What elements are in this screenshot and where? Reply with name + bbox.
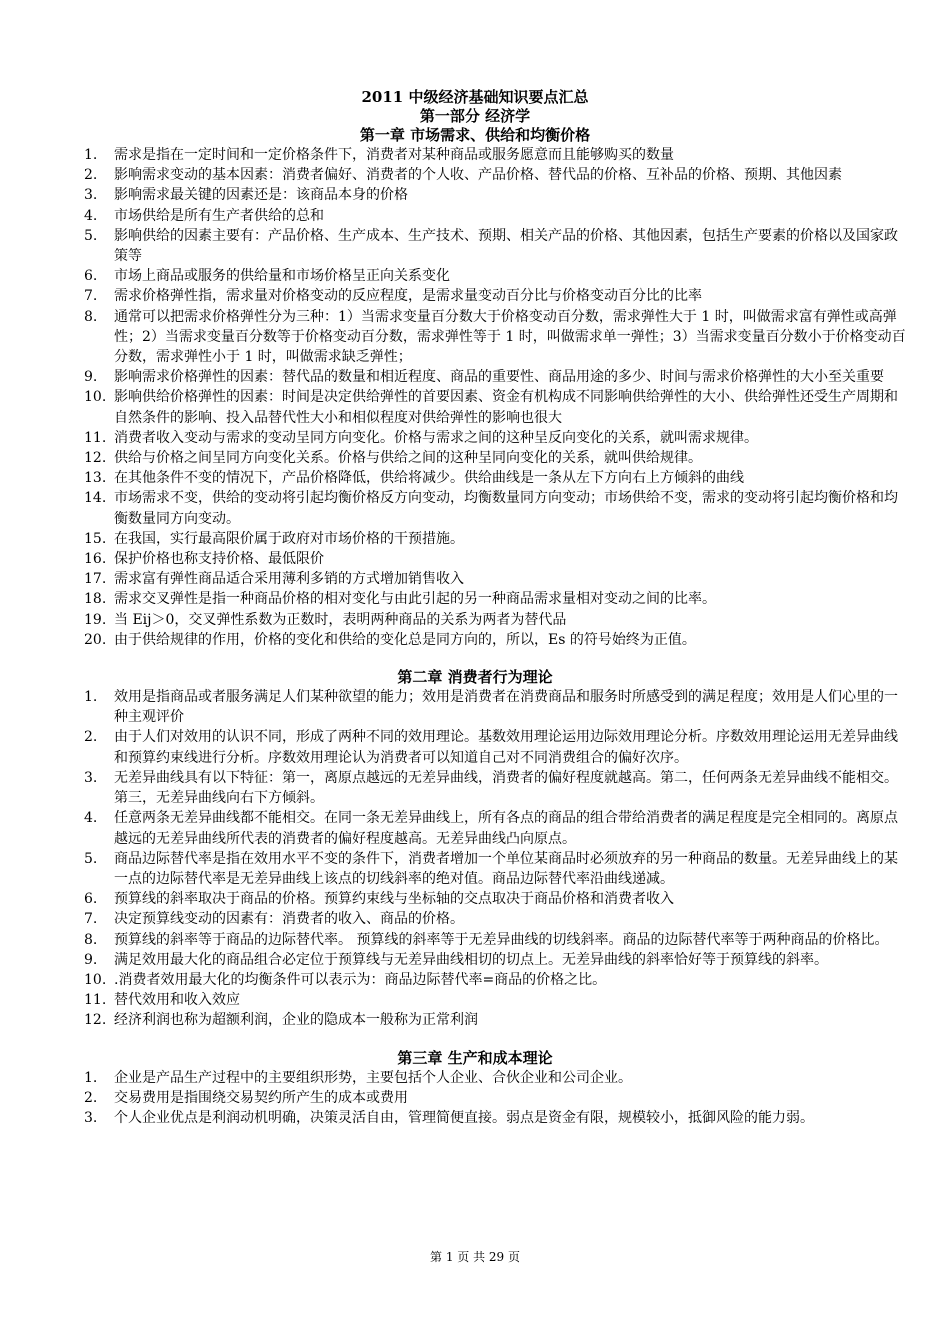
- list-item: [0, 630, 950, 650]
- item-number: 1.: [84, 689, 98, 706]
- item-text: 市场需求不变，供给的变动将引起均衡价格反方向变动，均衡数量同方向变动；市场供给不变，需求的变动将引起均衡价格和均衡数量同方向变动。: [114, 490, 898, 527]
- item-number: 17.: [84, 571, 107, 588]
- list-item: [0, 768, 950, 808]
- item-number: 5.: [84, 850, 98, 867]
- item-number: 3.: [84, 1109, 98, 1126]
- part-heading: 第一部分 经济学: [419, 107, 531, 125]
- item-number: 1.: [84, 1069, 98, 1086]
- list-item: [0, 849, 950, 889]
- list-item: [0, 387, 950, 427]
- chapter-2-list: [0, 687, 950, 1030]
- item-text: 需求是指在一定时间和一定价格条件下，消费者对某种商品或服务愿意而且能够购买的数量: [114, 147, 674, 163]
- item-text: 无差异曲线具有以下特征：第一，离原点越远的无差异曲线，消费者的偏好程度就越高。第二，任何两条无差异曲线不能相交。第三，无差异曲线向右下方倾斜。: [114, 769, 898, 807]
- list-item: [0, 468, 950, 488]
- item-number: 13.: [84, 470, 107, 487]
- item-text: 替代效用和收入效应: [114, 992, 240, 1009]
- item-number: 6.: [84, 268, 98, 285]
- list-item: [0, 448, 950, 468]
- item-text: 影响需求最关键的因素还是：该商品本身的价格: [114, 187, 408, 204]
- item-text: 需求富有弹性商品适合采用薄利多销的方式增加销售收入: [114, 571, 464, 588]
- item-text: 企业是产品生产过程中的主要组织形势，主要包括个人企业、合伙企业和公司企业。: [114, 1069, 632, 1086]
- list-item: [0, 1068, 950, 1088]
- item-number: 12.: [84, 1012, 107, 1029]
- item-number: 7.: [84, 911, 98, 928]
- list-item: [0, 428, 950, 448]
- document-title: 2011 中级经济基础知识要点汇总: [361, 88, 589, 106]
- list-item: [0, 589, 950, 609]
- item-text: 商品边际替代率是指在效用水平不变的条件下，消费者增加一个单位某商品时必须放弃的另一种商品的数量。无差异曲线上的某一点的边际替代率是无差异曲线上该点的切线斜率的绝对值。商品边际替代率沿曲线递减。: [114, 850, 898, 887]
- chapter-2-heading: 第二章 消费者行为理论: [397, 668, 553, 687]
- item-number: 10.: [84, 389, 107, 406]
- item-text: 任意两条无差异曲线都不能相交。在同一条无差异曲线上，所有各点的商品的组合带给消费者的满足程度是完全相同的。离原点越远的无差异曲线所代表的消费者的偏好程度越高。无差异曲线凸向原点。: [114, 810, 898, 847]
- item-text: 由于人们对效用的认识不同，形成了两种不同的效用理论。基数效用理论运用边际效用理论分析。序数效用理论运用无差异曲线和预算约束线进行分析。序数效用理论认为消费者可以知道自己对不同消费组合的偏好次序。: [114, 729, 898, 766]
- item-text: 市场上商品或服务的供给量和市场价格呈正向关系变化: [114, 268, 450, 285]
- item-number: 16.: [84, 551, 107, 568]
- item-number: 9.: [84, 951, 98, 968]
- item-text: 影响供给价格弹性的因素：时间是决定供给弹性的首要因素、资金有机构成不同影响供给弹性的大小、供给弹性还受生产周期和自然条件的影响、投入品替代性大小和相似程度对供给弹性的影响也很大: [114, 389, 898, 426]
- item-text: 市场供给是所有生产者供给的总和: [114, 207, 324, 224]
- item-number: 11.: [84, 992, 107, 1009]
- list-item: [0, 529, 950, 549]
- item-text: 影响需求变动的基本因素：消费者偏好、消费者的个人收、产品价格、替代品的价格、互补品的价格、预期、其他因素: [114, 167, 842, 184]
- list-item: [0, 266, 950, 286]
- chapter-1-heading: 第一章 市场需求、供给和均衡价格: [359, 126, 591, 144]
- chapter-3-heading: 第三章 生产和成本理论: [397, 1048, 553, 1067]
- item-text: 个人企业优点是利润动机明确，决策灵活自由，管理简便直接。弱点是资金有限，规模较小，抵御风险的能力弱。: [114, 1109, 814, 1126]
- item-text: 影响需求价格弹性的因素：替代品的数量和相近程度、商品的重要性、商品用途的多少、时间与需求价格弹性的大小至关重要: [114, 369, 884, 386]
- item-number: 5.: [84, 227, 98, 244]
- item-text: 由于供给规律的作用，价格的变化和供给的变化总是同方向的，所以，Es 的符号始终为正值。: [114, 631, 696, 648]
- item-text: 预算线的斜率取决于商品的价格。预算约束线与坐标轴的交点取决于商品价格和消费者收入: [114, 891, 674, 908]
- list-item: [0, 909, 950, 929]
- list-item: [0, 808, 950, 848]
- item-text: 在我国，实行最高限价属于政府对市场价格的干预措施。: [114, 530, 464, 547]
- item-number: 10.: [84, 971, 107, 988]
- item-number: 6.: [84, 891, 98, 908]
- item-number: 2.: [84, 1089, 98, 1106]
- chapter-3-list: [0, 1068, 950, 1129]
- item-number: 19.: [84, 611, 107, 628]
- list-item: [0, 549, 950, 569]
- item-text: 满足效用最大化的商品组合必定位于预算线与无差异曲线相切的切点上。无差异曲线的斜率恰好等于预算线的斜率。: [114, 951, 828, 968]
- item-number: 9.: [84, 369, 98, 386]
- item-number: 11.: [84, 429, 107, 446]
- list-item: [0, 1010, 950, 1030]
- item-number: 3.: [84, 769, 98, 786]
- item-number: 18.: [84, 591, 107, 608]
- item-text: 效用是指商品或者服务满足人们某种欲望的能力；效用是消费者在消费商品和服务时所感受到的满足程度；效用是人们心里的一种主观评价: [114, 689, 898, 726]
- item-text: .消费者效用最大化的均衡条件可以表示为：商品边际替代率=商品的价格之比。: [114, 971, 607, 988]
- list-item: [0, 569, 950, 589]
- item-number: 8.: [84, 931, 98, 948]
- item-text: 消费者收入变动与需求的变动呈同方向变化。价格与需求之间的这种呈反向变化的关系，就叫需求规律。: [114, 429, 758, 446]
- list-item: [0, 488, 950, 528]
- item-number: 20.: [84, 631, 107, 648]
- item-number: 3.: [84, 187, 98, 204]
- list-item: [0, 930, 950, 950]
- item-number: 1.: [84, 147, 98, 163]
- item-number: 4.: [84, 207, 98, 224]
- list-item: [0, 687, 950, 727]
- item-text: 交易费用是指围绕交易契约所产生的成本或费用: [114, 1089, 408, 1106]
- list-item: [0, 286, 950, 306]
- list-item: [0, 990, 950, 1010]
- list-item: [0, 226, 950, 266]
- list-item: [0, 1108, 950, 1128]
- list-item: [0, 185, 950, 205]
- list-item: [0, 165, 950, 185]
- item-number: 8.: [84, 308, 98, 325]
- page-footer: 第 1 页 共 29 页: [430, 1250, 520, 1264]
- item-text: 通常可以把需求价格弹性分为三种：1）当需求变量百分数大于价格变动百分数，需求弹性大于 1 时，叫做需求富有弹性或高弹性；2）当需求变量百分数等于价格变动百分数，需求弹性等于 1 时，叫做需求单一弹性；3）当需求变量百分数小于价格变动百分数，需求弹性小于 1 时，叫做需求缺乏弹性；: [114, 308, 906, 366]
- item-number: 2.: [84, 167, 98, 184]
- item-number: 7.: [84, 288, 98, 305]
- list-item: [0, 970, 950, 990]
- list-item: [0, 610, 950, 630]
- item-text: 需求交叉弹性是指一种商品价格的相对变化与由此引起的另一种商品需求量相对变动之间的比率。: [114, 591, 716, 608]
- list-item: [0, 727, 950, 767]
- item-text: 在其他条件不变的情况下，产品价格降低，供给将减少。供给曲线是一条从左下方向右上方倾斜的曲线: [114, 470, 744, 487]
- item-number: 2.: [84, 729, 98, 746]
- item-number: 4.: [84, 810, 98, 827]
- list-item: [0, 889, 950, 909]
- list-item: [0, 145, 950, 165]
- item-text: 供给与价格之间呈同方向变化关系。价格与供给之间的这种呈同向变化的关系，就叫供给规律。: [114, 450, 702, 467]
- item-text: 需求价格弹性指，需求量对价格变动的反应程度，是需求量变动百分比与价格变动百分比的比率: [114, 288, 702, 305]
- item-text: 预算线的斜率等于商品的边际替代率。 预算线的斜率等于无差异曲线的切线斜率。商品的边际替代率等于两种商品的价格比。: [114, 931, 889, 948]
- item-number: 15.: [84, 530, 107, 547]
- list-item: [0, 367, 950, 387]
- item-number: 12.: [84, 450, 107, 467]
- chapter-1-list: [0, 145, 950, 650]
- list-item: [0, 950, 950, 970]
- item-number: 14.: [84, 490, 107, 507]
- list-item: [0, 1088, 950, 1108]
- item-text: 影响供给的因素主要有：产品价格、生产成本、生产技术、预期、相关产品的价格、其他因素，包括生产要素的价格以及国家政策等: [114, 227, 898, 265]
- item-text: 经济利润也称为超额利润，企业的隐成本一般称为正常利润: [114, 1012, 478, 1029]
- list-item: [0, 206, 950, 226]
- list-item: [0, 307, 950, 368]
- item-text: 保护价格也称支持价格、最低限价: [114, 551, 324, 568]
- item-text: 当 Eij＞0，交叉弹性系数为正数时，表明两种商品的关系为两者为替代品: [114, 611, 567, 628]
- item-text: 决定预算线变动的因素有：消费者的收入、商品的价格。: [114, 911, 464, 928]
